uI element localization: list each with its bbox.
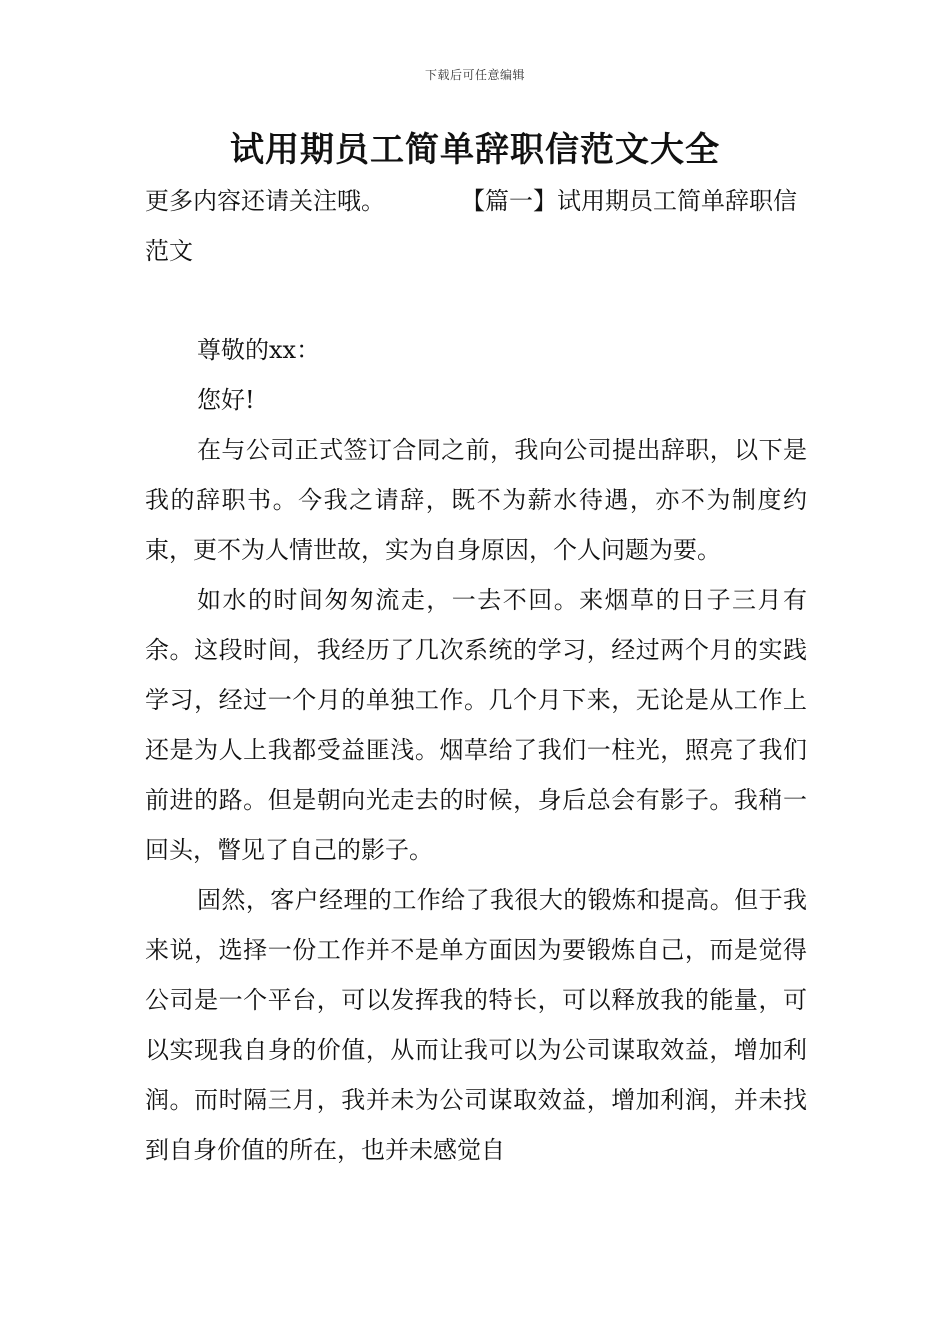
paragraph-1: 在与公司正式签订合同之前，我向公司提出辞职，以下是我的辞职书。今我之请辞，既不为薪水待遇，亦不为制度约束，更不为人情世故，实为自身原因，个人问题为要。	[145, 436, 807, 564]
intro-line	[145, 176, 807, 276]
paragraph-2: 如水的时间匆匆流走，一去不回。来烟草的日子三月有余。这段时间，我经历了几次系统的学习，经过两个月的实践学习，经过一个月的单独工作。几个月下来，无论是从工作上还是为人上我都受益匪浅。烟草给了我们一柱光，照亮了我们前进的路。但是朝向光走去的时候，身后总会有影子。我稍一回头，瞥见了自己的影子。	[145, 586, 807, 864]
section-label: 【篇一】试用期员工简单辞职信范文	[145, 187, 797, 265]
document-title: 试用期员工简单辞职信范文大全	[230, 130, 720, 170]
letter-body	[145, 425, 807, 1175]
header-note: 下载后可任意编辑	[424, 68, 525, 82]
salutation: 尊敬的xx：	[197, 336, 321, 364]
intro-lead: 更多内容还请关注哦。	[145, 187, 385, 215]
greeting: 您好!	[197, 386, 255, 414]
paragraph-3: 固然，客户经理的工作给了我很大的锻炼和提高。但于我来说，选择一份工作并不是单方面因为要锻炼自己，而是觉得公司是一个平台，可以发挥我的特长，可以释放我的能量，可以实现我自身的价值，从而让我可以为公司谋取效益，增加利润。而时隔三月，我并未为公司谋取效益，增加利润，并未找到自身价值的所在，也并未感觉自	[145, 886, 807, 1164]
